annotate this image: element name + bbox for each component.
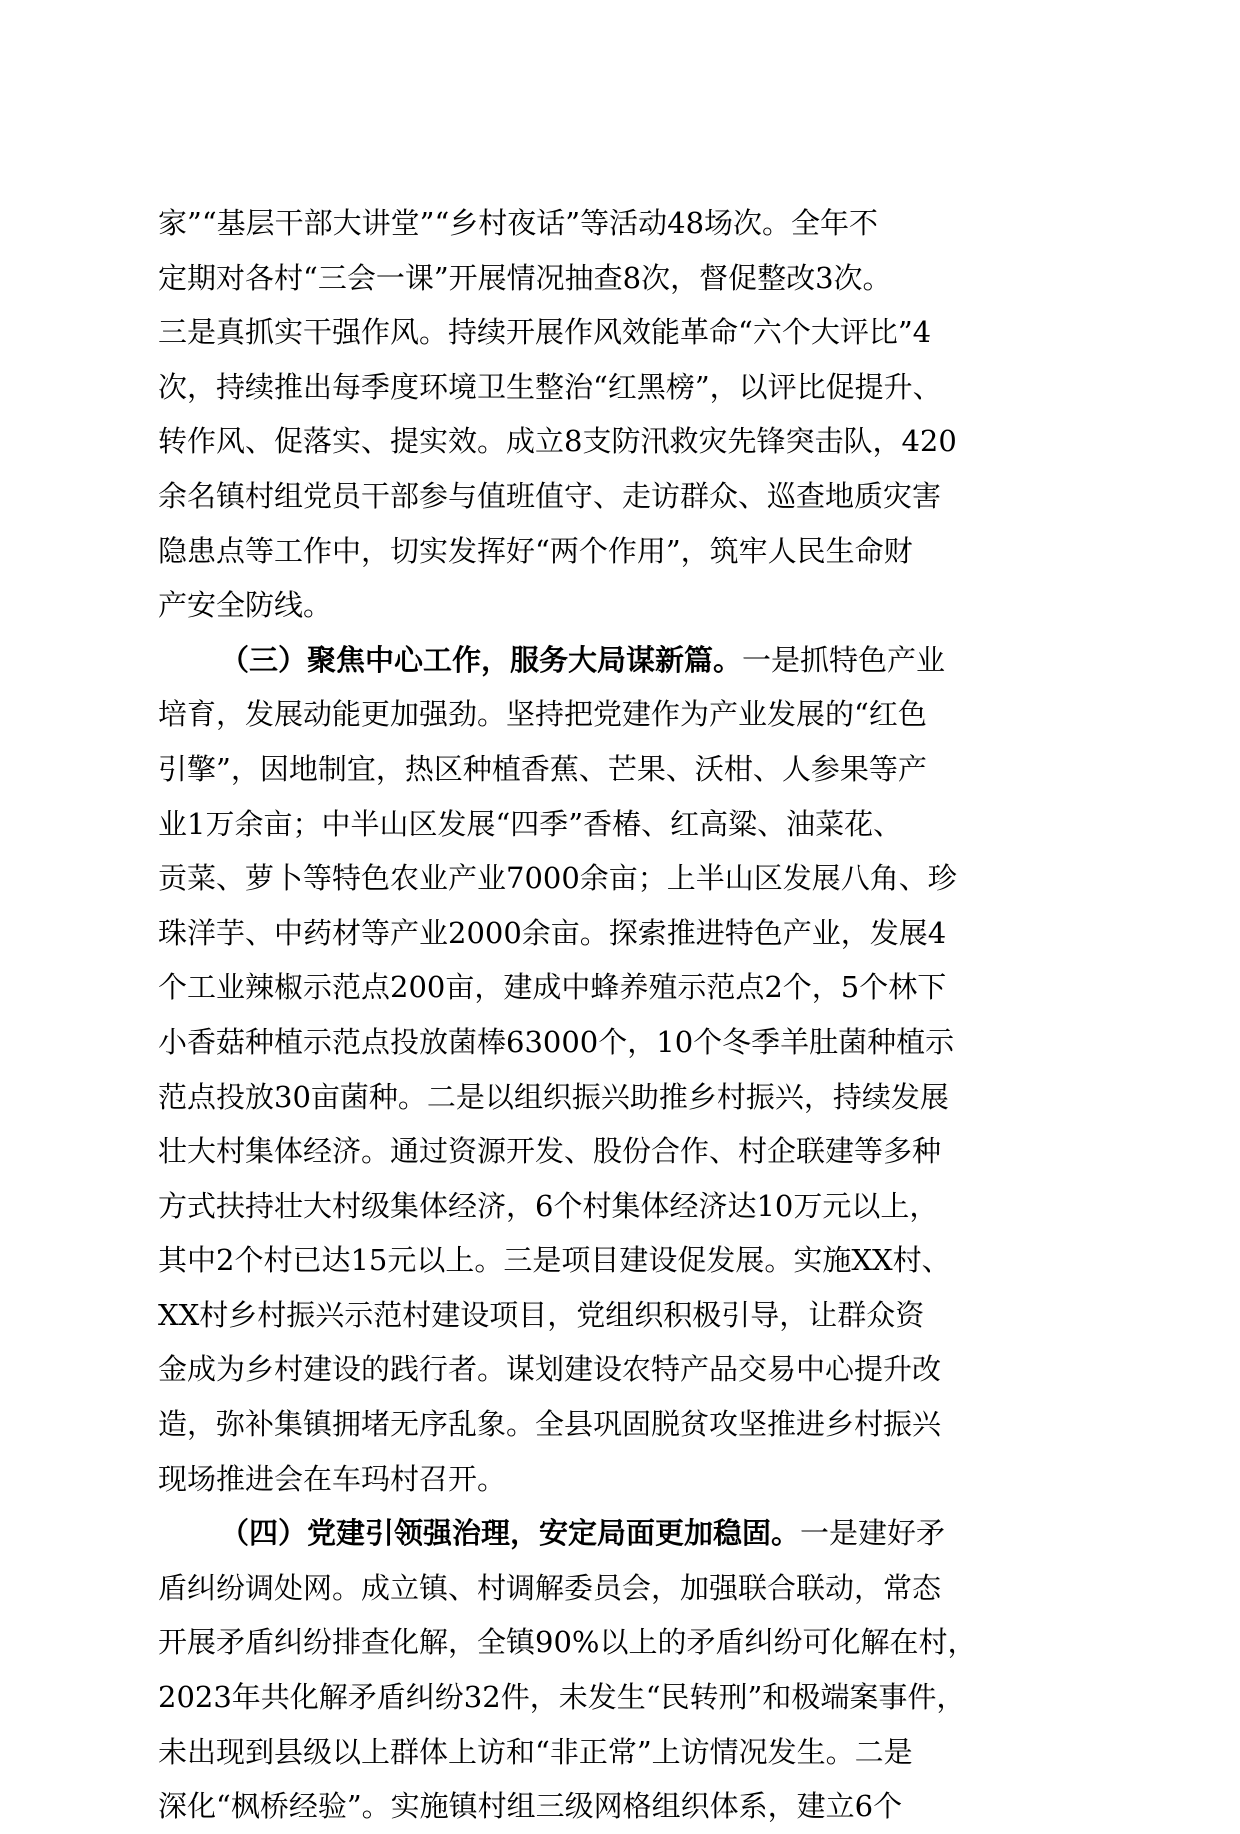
text-line-20: 其中2个村已达15元以上。三是项目建设促发展。实施XX村、 xyxy=(158,1243,951,1278)
text-line-22: 金成为乡村建设的践行者。谋划建设农特产品交易中心提升改 xyxy=(158,1352,942,1387)
text-line-24: 现场推进会在车玛村召开。 xyxy=(158,1461,507,1496)
text-line-17: 范点投放30亩菌种。二是以组织振兴助推乡村振兴，持续发展 xyxy=(158,1079,949,1114)
text-line-29: 未出现到县级以上群体上访和“非正常”上访情况发生。二是 xyxy=(158,1734,913,1769)
text-line-11: 引擎”，因地制宜，热区种植香蕉、芒果、沃柑、人参果等产 xyxy=(158,751,927,786)
text-line-16: 小香菇种植示范点投放菌棒63000个，10个冬季羊肚菌种植示 xyxy=(158,1024,955,1059)
section-heading-line xyxy=(158,633,1084,688)
text-line-19: 方式扶持壮大村级集体经济，6个村集体经济达10万元以上， xyxy=(158,1188,939,1223)
text-line-12: 业1万余亩；中半山区发展“四季”香椿、红高粱、油菜花、 xyxy=(158,806,903,841)
text-line-14: 珠洋芋、中药材等产业2000余亩。探索推进特色产业，发展4 xyxy=(158,915,947,950)
text-line-4: 次，持续推出每季度环境卫生整治“红黑榜”，以评比促提升、 xyxy=(158,369,942,404)
body-text xyxy=(158,196,1084,1834)
section-heading-4: （四）党建引领强治理，安定局面更加稳固。 xyxy=(220,1516,801,1551)
text-line-6: 余名镇村组党员干部参与值班值守、走访群众、巡查地质灾害 xyxy=(158,478,942,513)
text-line-7: 隐患点等工作中，切实发挥好“两个作用”，筑牢人民生命财 xyxy=(158,533,913,568)
text-line-15: 个工业辣椒示范点200亩，建成中蜂养殖示范点2个，5个林下 xyxy=(158,970,947,1005)
section-heading-4-continuation: 一是建好矛 xyxy=(800,1516,946,1551)
text-line-28: 2023年共化解矛盾纠纷32件，未发生“民转刑”和极端案事件， xyxy=(158,1680,966,1715)
text-line-23: 造，弥补集镇拥堵无序乱象。全县巩固脱贫攻坚推进乡村振兴 xyxy=(158,1407,942,1442)
text-line-3: 三是真抓实干强作风。持续开展作风效能革命“六个大评比”4 xyxy=(158,315,932,350)
text-line-1: 家”“基层干部大讲堂”“乡村夜话”等活动48场次。全年不 xyxy=(158,206,879,240)
text-line-21: XX村乡村振兴示范村建设项目，党组织积极引导，让群众资 xyxy=(158,1297,925,1332)
text-line-18: 壮大村集体经济。通过资源开发、股份合作、村企联建等多种 xyxy=(158,1134,942,1169)
section-heading-3: （三）聚焦中心工作，服务大局谋新篇。 xyxy=(220,642,743,677)
text-line-27: 开展矛盾纠纷排查化解，全镇90%以上的矛盾纠纷可化解在村， xyxy=(158,1625,977,1660)
section-heading-line xyxy=(158,1506,1084,1561)
text-line-8: 产安全防线。 xyxy=(158,588,333,623)
text-line-13: 贡菜、萝卜等特色农业产业7000余亩；上半山区发展八角、珍 xyxy=(158,861,957,896)
text-line-2: 定期对各村“三会一课”开展情况抽查8次，督促整改3次。 xyxy=(158,260,892,295)
text-line-5: 转作风、促落实、提实效。成立8支防汛救灾先锋突击队，420 xyxy=(158,424,957,459)
section-heading-3-continuation: 一是抓特色产业 xyxy=(742,642,946,677)
text-line-26: 盾纠纷调处网。成立镇、村调解委员会，加强联合联动，常态 xyxy=(158,1570,942,1605)
text-line-30: 深化“枫桥经验”。实施镇村组三级网格组织体系，建立6个 xyxy=(158,1789,903,1824)
text-line-10: 培育，发展动能更加强劲。坚持把党建作为产业发展的“红色 xyxy=(158,697,927,732)
